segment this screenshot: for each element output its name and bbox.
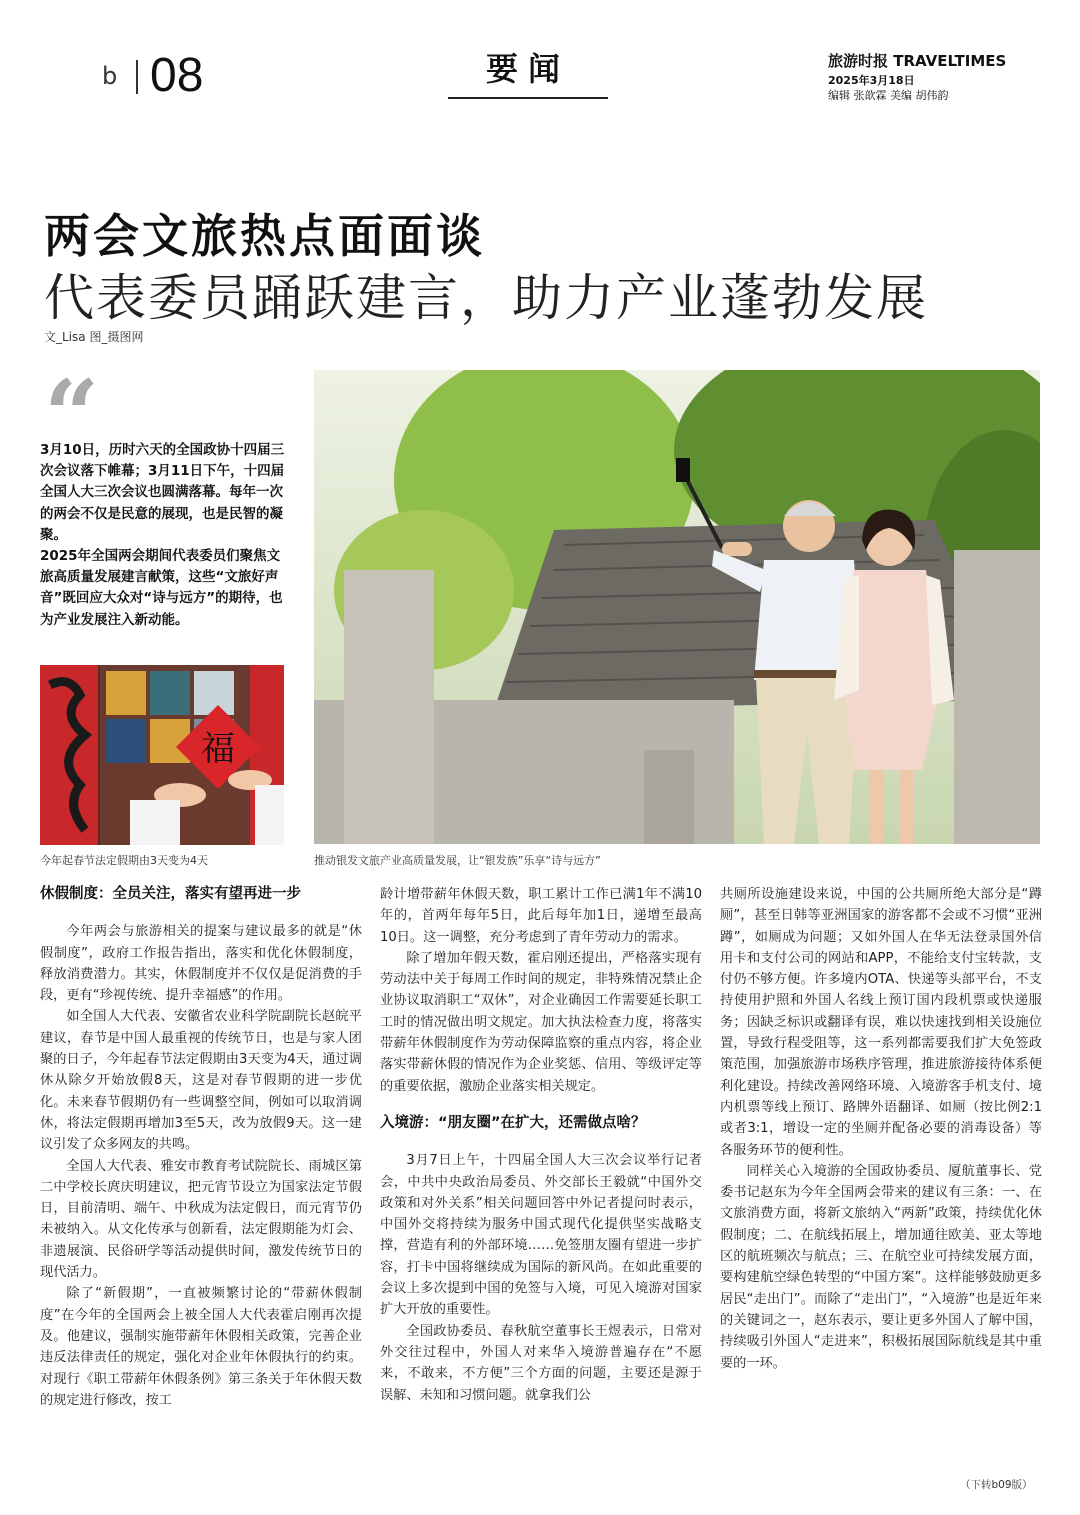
issue-date: 2025年3月18日 [828, 74, 915, 87]
masthead: 旅游时报 TRAVELTIMES [828, 52, 1007, 70]
editors-credit: 编辑 张歆霖 美编 胡伟韵 [828, 89, 949, 102]
body-paragraph: 同样关心入境游的全国政协委员、厦航董事长、党委书记赵东为今年全国两会带来的建议有三条：一、在文旅消费方面，将新文旅纳入“两新”政策，持续优化休假制度；二、在航线拓展上，增加通往欧美、亚太等地区的航班频次与航点；三、在航空业可持续发展方面，要构建航空绿色转型的“中国方案”。这样能够鼓励更多居民“走出门”。而除了“走出门”，“入境游”也是近年来的关键词之一，赵东表示，要让更多外国人了解中国，持续吸引外国人“走进来”，积极拓展国际航线是其中重要的一环。 [720, 1163, 1042, 1371]
couple-illustration [314, 370, 1040, 844]
photo-spring-festival-door [40, 665, 284, 845]
body-paragraph: 今年两会与旅游相关的提案与建议最多的就是“休假制度”，政府工作报告指出，落实和优化休假制度，释放消费潜力。其实，休假制度并不仅仅是促消费的手段，更有“珍视传统、提升幸福感”的作用。 [40, 924, 362, 1004]
body-paragraph: 除了增加年假天数，霍启刚还提出，严格落实现有劳动法中关于每周工作时间的规定，非特殊情况禁止企业协议取消职工“双休”，对企业确因工作需要延长职工工时的情况做出明文规定。加大执法检查力度，将落实带薪年休假制度作为劳动保障监察的重点内容，将企业落实带薪休假的情况作为企业奖惩、信用、等级评定等的重要依据，激励企业落实相关规定。 [380, 950, 702, 1094]
photo-senior-couple-selfie [314, 370, 1040, 844]
article-column-3 [720, 884, 1042, 1374]
fu-character: 福 [201, 729, 235, 769]
continued-notice: （下转b09版） [960, 1479, 1033, 1491]
quote-mark-icon: “ [44, 359, 100, 472]
section-heading: 休假制度：全员关注，落实有望再进一步 [40, 886, 301, 902]
body-paragraph: 共厕所设施建设来说，中国的公共厕所绝大部分是“蹲厕”，甚至日韩等亚洲国家的游客都不会或不习惯“亚洲蹲”，如厕成为问题；又如外国人在华无法登录国外信用卡和支付公司的网站和APP，不能给支付宝转款，支付仍不够方便。许多境内OTA、快递等头部平台，不支持使用护照和外国人名线上预订国内段机票或快递服务；因缺乏标识或翻译有误，难以快速找到相关设施位置，导致行程受阻等，这一系列都需要我们扩大免签政策范围，加强旅游市场秩序管理，推进旅游接待体系便利化建设。持续改善网络环境、入境游客手机支付、境内机票等线上预订、路牌外语翻译、如厕（按比例2:1或者3:1，增设一定的坐厕并配备必要的消毒设备）等各服务环节的便利性。 [720, 887, 1042, 1158]
page-number: 08 [150, 49, 204, 102]
article-column-2 [380, 884, 702, 1406]
body-paragraph: 如全国人大代表、安徽省农业科学院副院长赵皖平建议，春节是中国人最重视的传统节日，也是与家人团聚的日子，今年起春节法定假期由3天变为4天，通过调休从除夕开始放假8天，这是对春节假期的进一步优化。未来春节假期仍有一些调整空间，例如可以取消调休，将法定假期再增加3至5天，改为放假9天。这一建议引发了众多网友的共鸣。 [40, 1009, 362, 1153]
section-title: 要闻 [485, 50, 570, 88]
body-paragraph: 全国人大代表、雅安市教育考试院院长、雨城区第二中学校长庹庆明建议，把元宵节设立为国家法定节假日，目前清明、端午、中秋成为法定假日，而元宵节仍未被纳入。从文化传承与创新看，法定假期能为灯会、非遗展演、民俗研学等活动提供时间，激发传统节日的现代活力。 [40, 1158, 362, 1281]
article-subtitle: 代表委员踊跃建言，助力产业蓬勃发展 [44, 269, 928, 327]
lead-paragraph: 2025年全国两会期间代表委员们聚焦文旅高质量发展建言献策，这些“文旅好声音”既回应大众对“诗与远方”的期待，也为产业发展注入新动能。 [40, 548, 283, 628]
door-illustration [40, 665, 284, 845]
page-separator [136, 60, 138, 94]
article-title: 两会文旅热点面面谈 [44, 209, 485, 263]
lead-paragraph: 3月10日，历时六天的全国政协十四届三次会议落下帷幕；3月11日下午，十四届全国人大三次会议也圆满落幕。每年一次的两会不仅是民意的展现，也是民智的凝聚。 [40, 442, 285, 543]
section-heading: 入境游：“朋友圈”在扩大，还需做点啥？ [380, 1114, 646, 1131]
body-paragraph: 除了“新假期”，一直被频繁讨论的“带薪休假制度”在今年的全国两会上被全国人大代表霍启刚再次提及。他建议，强制实施带薪年休假相关政策，完善企业违反法律责任的规定，强化对企业年休假执行的约束。对现行《职工带薪年休假条例》第三条关于年休假天数的规定进行修改，按工 [40, 1286, 362, 1408]
body-paragraph: 全国政协委员、春秋航空董事长王煜表示，日常对外交往过程中，外国人对来华入境游普遍存在“不愿来，不敢来，不方便”三个方面的问题，主要还是源于误解、未知和习惯问题。就拿我们公 [380, 1323, 702, 1403]
body-paragraph: 龄计增带薪年休假天数，职工累计工作已满1年不满10年的，首两年每年5日，此后每年加1日，递增至最高10日。这一调整，充分考虑到了青年劳动力的需求。 [380, 887, 702, 945]
page-letter: b [102, 62, 124, 90]
photo-caption-small: 今年起春节法定假期由3天变为4天 [40, 854, 208, 867]
article-column-1 [40, 884, 362, 1411]
byline: 文_Lisa 图_摄图网 [44, 330, 144, 344]
photo-caption-main: 推动银发文旅产业高质量发展，让“银发族”乐享“诗与远方” [314, 854, 601, 867]
body-paragraph: 3月7日上午，十四届全国人大三次会议举行记者会，中共中央政治局委员、外交部长王毅就“中国外交政策和对外关系”相关问题回答中外记者提问时表示，中国外交将持续为服务中国式现代化提供坚实战略支撑，营造有利的外部环境……免签朋友圈有望进一步扩容，打卡中国将继续成为国际的新风尚。在如此重要的会议上多次提到中国的免签与入境，可见入境游对国家扩大开放的重要性。 [380, 1153, 702, 1318]
section-underline [448, 97, 608, 99]
article-lead [40, 440, 286, 631]
